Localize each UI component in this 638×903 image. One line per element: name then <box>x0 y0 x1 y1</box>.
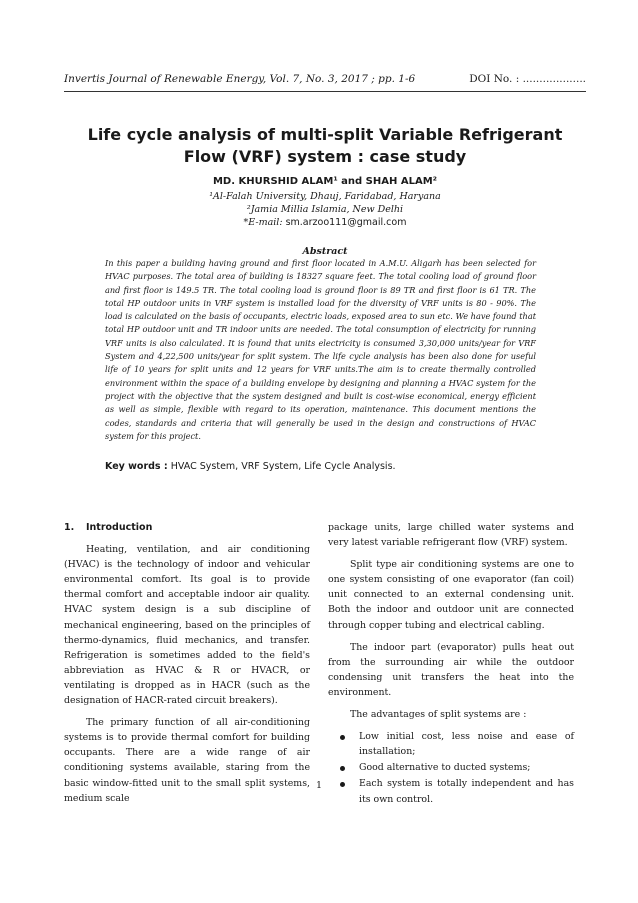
section-title: Introduction <box>86 522 153 533</box>
intro-paragraph-3: package units, large chilled water systems and very latest variable refrigerant flow (VRF) system. <box>328 522 574 549</box>
abstract-text: In this paper a building having ground and first floor located in A.M.U. Aligarh has been selected for HVAC purposes. The total area of building is 18327 square feet. The total cooling load of ground floor and first floor is 149.5 TR. The total cooling load is ground floor is 89 TR and first floor is 61 TR. The total HP outdoor units in VRF system is installed load for the diversity of VRF units is 80 - 90%. The load is calculated on the basis of occupants, electric loads, exposed area to sun etc. We have found that total HP outdoor unit and TR indoor units are needed. The total consumption of electricity for running VRF units is also calculated. It is found that units electricity is consumed 3,30,000 units/year for VRF System and 4,22,500 units/year for split system. The life cycle analysis has been also done for useful life of 10 years for split units and 12 years for VRF units.The aim is to create thermally controlled environment within the space of a building envelope by designing and planning a HVAC system for the project with the objective that the system designed and built is cost-wise economical, energy efficient as well as simple, flexible with regard to its operation, maintenance. This document mentions the codes, standards and criteria that will generally be used in the design and constructions of HVAC system for this project. <box>105 258 536 441</box>
corresponding-email <box>64 216 586 230</box>
intro-paragraph-4: Split type air conditioning systems are one to one system consisting of one evaporator (fan coil) unit connected to an external condensing unit. Both the indoor and outdoor unit are connected through copper tubing and electrical cabling. <box>328 559 574 631</box>
keywords-label: Key words : <box>105 461 168 472</box>
affiliation-1: ¹Al-Falah University, Dhauj, Faridabad, Haryana <box>209 191 441 202</box>
header-rule <box>64 91 586 92</box>
keywords <box>105 461 545 472</box>
section-heading-introduction <box>64 520 310 535</box>
intro-paragraph-5: The indoor part (evaporator) pulls heat out from the surrounding air while the outdoor condensing unit transfers the heat into the environment. <box>328 641 574 698</box>
advantages-list <box>328 729 574 806</box>
paper-title <box>64 124 586 168</box>
body-column-left <box>64 520 310 813</box>
list-item <box>328 729 574 759</box>
intro-paragraph-2: The primary function of all air-conditioning systems is to provide thermal comfort for building occupants. There are a wide range of air conditioning systems available, staring from the basic window-fitted unit to the small split systems, medium scale <box>64 717 310 804</box>
list-item <box>328 760 574 775</box>
bullet-icon <box>340 735 345 740</box>
body-column-right <box>328 520 574 808</box>
journal-citation: Invertis Journal of Renewable Energy, Vol. 7, No. 3, 2017 ; pp. 1-6 <box>64 73 416 85</box>
list-item-text: Each system is totally independent and has its own control. <box>359 778 574 805</box>
doi-number: DOI No. : ................... <box>469 73 586 85</box>
email-address: sm.arzoo111@gmail.com <box>285 217 407 228</box>
section-number: 1. <box>64 522 75 533</box>
bullet-icon <box>340 766 345 771</box>
list-item-text: Low initial cost, less noise and ease of installation; <box>359 731 574 758</box>
title-line-2: Flow (VRF) system : case study <box>183 147 467 166</box>
intro-paragraph-6: The advantages of split systems are : <box>350 709 527 721</box>
email-label: *E-mail: <box>243 217 283 228</box>
list-item-text: Good alternative to ducted systems; <box>359 762 531 774</box>
page-number: 1 <box>315 780 323 791</box>
keywords-list: HVAC System, VRF System, Life Cycle Analysis. <box>170 461 396 472</box>
running-header <box>64 73 586 87</box>
affiliation-2: ²Jamia Millia Islamia, New Delhi <box>246 204 404 215</box>
author-names: MD. KHURSHID ALAM¹ and SHAH ALAM² <box>212 176 438 187</box>
title-line-1: Life cycle analysis of multi-split Variable Refrigerant <box>87 125 563 144</box>
intro-paragraph-1: Heating, ventilation, and air conditioning (HVAC) is the technology of indoor and vehicular environmental comfort. Its goal is to provide thermal comfort and acceptable indoor air quality. HVAC system design is a sub discipline of mechanical engineering, based on the principles of thermo-dynamics, fluid mechanics, and transfer. Refrigeration is sometimes added to the field's abbreviation as HVAC & R or HVACR, or ventilating is dropped as in HACR (such as the designation of HACR-rated circuit breakers). <box>64 544 310 707</box>
abstract-heading: Abstract <box>302 246 348 257</box>
